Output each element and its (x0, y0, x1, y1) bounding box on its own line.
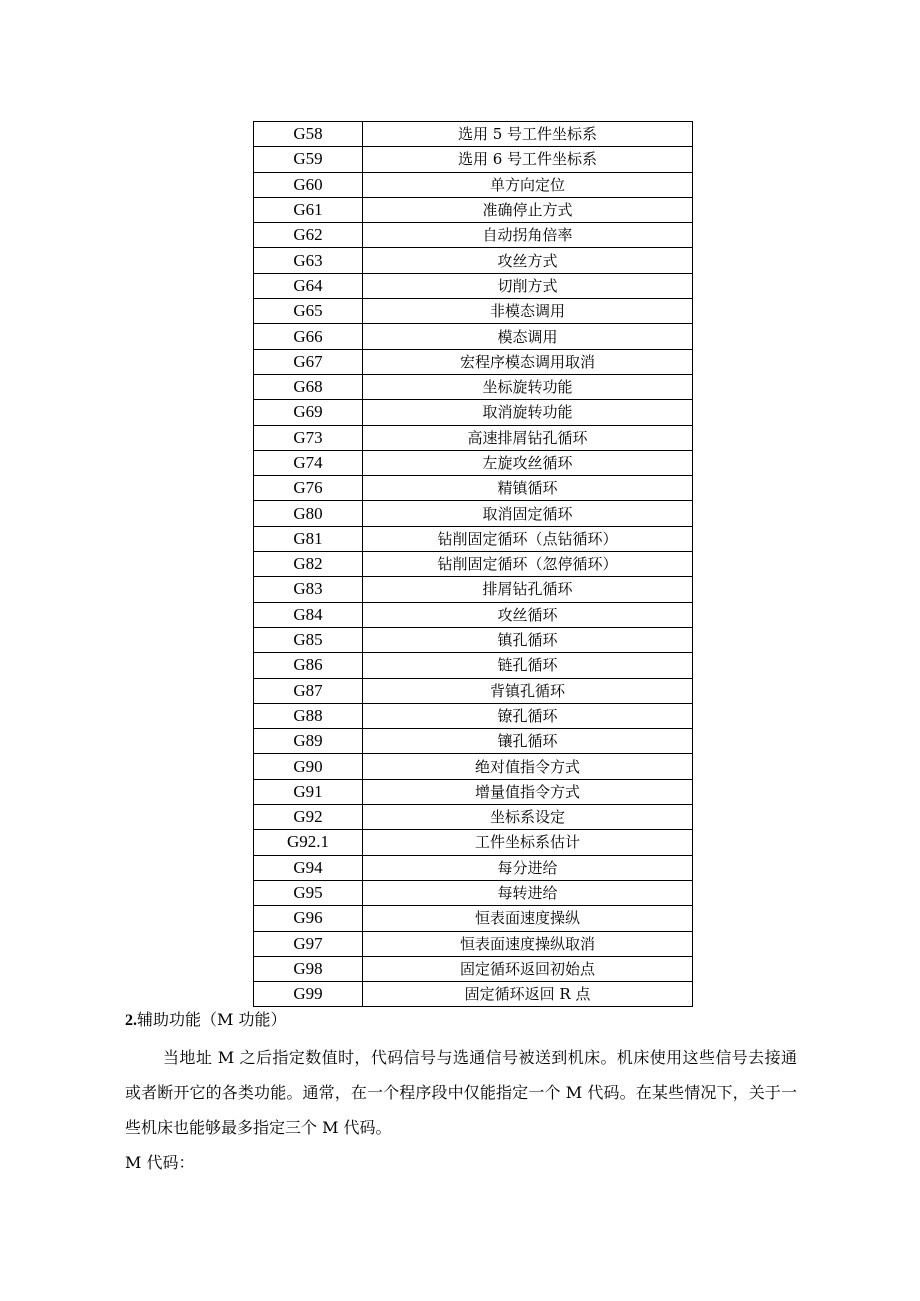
g-code-description-cell: 绝对值指令方式 (363, 754, 693, 779)
g-code-description-cell: 选用 5 号工件坐标系 (363, 122, 693, 147)
g-code-cell: G87 (254, 678, 363, 703)
g-code-cell: G67 (254, 349, 363, 374)
g-code-cell: G80 (254, 501, 363, 526)
table-row (254, 476, 693, 501)
g-code-description-cell: 恒表面速度操纵取消 (363, 931, 693, 956)
table-row (254, 324, 693, 349)
g-code-description-cell: 左旋攻丝循环 (363, 450, 693, 475)
g-code-cell: G86 (254, 653, 363, 678)
table-row (254, 501, 693, 526)
table-row (254, 627, 693, 652)
table-row (254, 552, 693, 577)
table-row (254, 577, 693, 602)
table-row (254, 678, 693, 703)
g-code-cell: G98 (254, 956, 363, 981)
table-row (254, 349, 693, 374)
g-code-description-cell: 增量值指令方式 (363, 779, 693, 804)
table-row (254, 729, 693, 754)
g-code-description-cell: 高速排屑钻孔循环 (363, 425, 693, 450)
table-row (254, 830, 693, 855)
g-code-cell: G64 (254, 273, 363, 298)
g-code-cell: G85 (254, 627, 363, 652)
g-code-description-cell: 切削方式 (363, 273, 693, 298)
g-code-cell: G88 (254, 703, 363, 728)
section-title: 辅助功能（M 功能） (137, 1010, 287, 1029)
g-code-description-cell: 自动拐角倍率 (363, 223, 693, 248)
g-code-description-cell: 链孔循环 (363, 653, 693, 678)
g-code-description-cell: 排屑钻孔循环 (363, 577, 693, 602)
table-row (254, 779, 693, 804)
table-row (254, 880, 693, 905)
table-row (254, 450, 693, 475)
table-row (254, 931, 693, 956)
g-code-description-cell: 镣孔循环 (363, 703, 693, 728)
g-code-cell: G99 (254, 982, 363, 1007)
g-code-cell: G68 (254, 374, 363, 399)
table-row (254, 805, 693, 830)
g-code-description-cell: 钻削固定循环（忽停循环） (363, 552, 693, 577)
table-row (254, 855, 693, 880)
table-row (254, 526, 693, 551)
g-code-description-cell: 工件坐标系估计 (363, 830, 693, 855)
g-code-cell: G73 (254, 425, 363, 450)
g-code-cell: G94 (254, 855, 363, 880)
section-number: 2. (125, 1012, 137, 1029)
g-code-cell: G90 (254, 754, 363, 779)
g-code-table-body (254, 122, 693, 1007)
g-code-description-cell: 固定循环返回 R 点 (363, 982, 693, 1007)
g-code-description-cell: 镶孔循环 (363, 729, 693, 754)
g-code-cell: G89 (254, 729, 363, 754)
table-row (254, 122, 693, 147)
table-row (254, 374, 693, 399)
g-code-description-cell: 精镇循环 (363, 476, 693, 501)
table-row (254, 906, 693, 931)
g-code-description-cell: 准确停止方式 (363, 197, 693, 222)
g-code-description-cell: 背镇孔循环 (363, 678, 693, 703)
g-code-cell: G81 (254, 526, 363, 551)
g-code-cell: G69 (254, 400, 363, 425)
g-code-cell: G74 (254, 450, 363, 475)
g-code-description-cell: 模态调用 (363, 324, 693, 349)
m-code-label: M 代码： (125, 1153, 195, 1172)
g-code-cell: G65 (254, 299, 363, 324)
table-row (254, 653, 693, 678)
table-row (254, 248, 693, 273)
g-code-description-cell: 攻丝方式 (363, 248, 693, 273)
g-code-cell: G97 (254, 931, 363, 956)
g-code-cell: G60 (254, 172, 363, 197)
table-row (254, 197, 693, 222)
g-code-description-cell: 钻削固定循环（点钻循环） (363, 526, 693, 551)
g-code-description-cell: 宏程序模态调用取消 (363, 349, 693, 374)
g-code-cell: G84 (254, 602, 363, 627)
g-code-description-cell: 坐标旋转功能 (363, 374, 693, 399)
g-code-cell: G63 (254, 248, 363, 273)
g-code-description-cell: 每转进给 (363, 880, 693, 905)
g-code-cell: G66 (254, 324, 363, 349)
g-code-description-cell: 每分进给 (363, 855, 693, 880)
g-code-description-cell: 取消旋转功能 (363, 400, 693, 425)
table-row (254, 703, 693, 728)
g-code-description-cell: 恒表面速度操纵 (363, 906, 693, 931)
table-row (254, 602, 693, 627)
g-code-description-cell: 取消固定循环 (363, 501, 693, 526)
table-row (254, 425, 693, 450)
g-code-cell: G62 (254, 223, 363, 248)
section-heading (125, 1008, 286, 1033)
table-row (254, 172, 693, 197)
table-row (254, 299, 693, 324)
g-code-description-cell: 选用 6 号工件坐标系 (363, 147, 693, 172)
g-code-cell: G91 (254, 779, 363, 804)
table-row (254, 223, 693, 248)
g-code-description-cell: 单方向定位 (363, 172, 693, 197)
body-paragraph: 当地址 M 之后指定数值时，代码信号与选通信号被送到机床。机床使用这些信号去接通或者断开它的各类功能。通常，在一个程序段中仅能指定一个 M 代码。在某些情况下，关于一些机床也能够最多指定三个 M 代码。 (125, 1048, 797, 1137)
table-row (254, 273, 693, 298)
g-code-cell: G58 (254, 122, 363, 147)
g-code-cell: G59 (254, 147, 363, 172)
g-code-cell: G92 (254, 805, 363, 830)
g-code-cell: G92.1 (254, 830, 363, 855)
g-code-cell: G95 (254, 880, 363, 905)
g-code-description-cell: 非模态调用 (363, 299, 693, 324)
g-code-description-cell: 固定循环返回初始点 (363, 956, 693, 981)
table-row (254, 956, 693, 981)
g-code-description-cell: 攻丝循环 (363, 602, 693, 627)
g-code-description-cell: 镇孔循环 (363, 627, 693, 652)
table-row (254, 147, 693, 172)
g-code-cell: G61 (254, 197, 363, 222)
table-row (254, 982, 693, 1007)
table-row (254, 754, 693, 779)
g-code-cell: G82 (254, 552, 363, 577)
g-code-cell: G76 (254, 476, 363, 501)
g-code-cell: G83 (254, 577, 363, 602)
g-code-cell: G96 (254, 906, 363, 931)
g-code-table (253, 121, 693, 1007)
table-row (254, 400, 693, 425)
g-code-description-cell: 坐标系设定 (363, 805, 693, 830)
